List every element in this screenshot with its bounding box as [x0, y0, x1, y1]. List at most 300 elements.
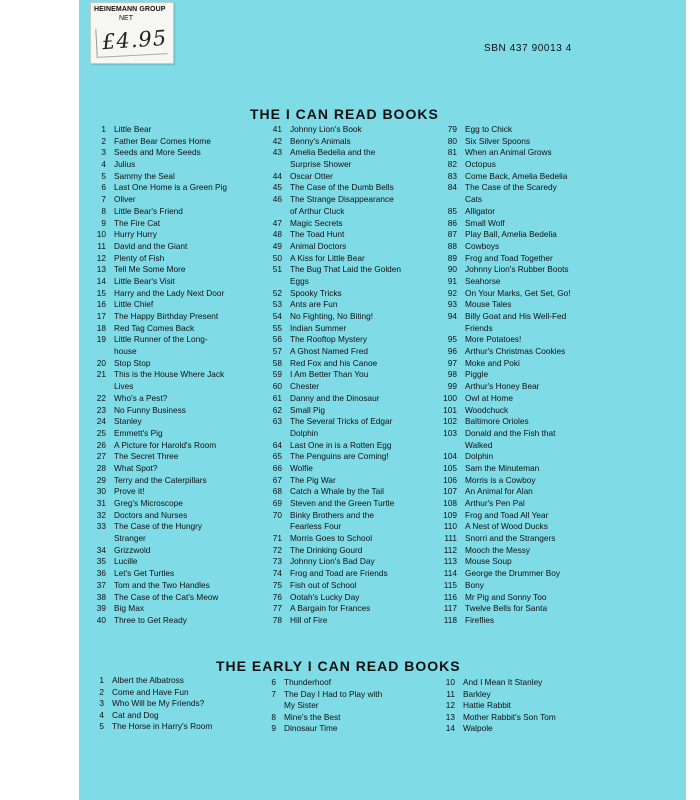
early-series-heading: THE EARLY I CAN READ BOOKS — [216, 658, 461, 674]
book-list-column-1 — [86, 124, 227, 627]
book-entry — [262, 264, 401, 276]
book-title: The Toad Hunt — [290, 229, 345, 240]
book-number: 80 — [447, 135, 457, 146]
book-number: 90 — [447, 264, 457, 275]
book-entry — [262, 568, 401, 580]
book-entry-continued — [432, 440, 571, 452]
book-number: 32 — [96, 509, 106, 520]
book-entry — [432, 136, 571, 148]
book-title: No Fighting, No Biting! — [290, 311, 374, 321]
book-entry — [86, 486, 227, 498]
book-number: 94 — [447, 311, 457, 321]
book-entry-continued — [86, 381, 227, 393]
book-number: 115 — [443, 579, 457, 590]
book-entry — [262, 545, 401, 557]
book-title: Mine's the Best — [284, 711, 341, 722]
book-title: Sam the Minuteman — [465, 462, 540, 473]
book-title: Three to Get Ready — [114, 614, 187, 625]
book-title: Ootah's Lucky Day — [290, 591, 360, 602]
book-entry — [432, 276, 571, 288]
book-number: 63 — [272, 416, 282, 427]
book-title: Johnny Lion's Rubber Boots — [465, 264, 569, 275]
book-entry — [86, 615, 227, 627]
book-entry — [432, 299, 571, 311]
book-number: 78 — [272, 614, 282, 625]
book-entry — [86, 334, 227, 346]
book-entry — [86, 136, 227, 148]
book-entry-continued — [262, 521, 401, 533]
book-entry — [86, 147, 227, 159]
indent-spacer — [262, 521, 290, 533]
book-title: Little Runner of the Long- — [114, 334, 208, 345]
book-entry — [432, 124, 571, 136]
book-number: 7 — [271, 688, 276, 699]
book-number: 11 — [446, 688, 455, 699]
book-title: When an Animal Grows — [465, 147, 552, 158]
book-entry — [262, 288, 401, 300]
book-entry — [430, 689, 556, 701]
book-title: Stranger — [114, 533, 146, 544]
book-number: 5 — [99, 721, 104, 732]
book-title: Morris Goes to School — [290, 533, 373, 544]
book-entry — [432, 358, 571, 370]
book-entry — [262, 475, 401, 487]
book-number: 40 — [96, 614, 106, 625]
book-number: 19 — [96, 334, 106, 345]
book-entry-continued — [86, 533, 227, 545]
book-number: 64 — [272, 439, 282, 450]
book-title: Hattie Rabbit — [463, 700, 511, 711]
book-entry — [262, 510, 401, 522]
book-entry — [262, 451, 401, 463]
book-entry — [86, 171, 227, 183]
book-title: Billy Goat and His Well-Fed — [465, 311, 567, 321]
book-title: The Fire Cat — [114, 217, 161, 228]
book-entry — [262, 556, 401, 568]
book-title: Stop Stop — [114, 357, 151, 368]
series-heading: THE I CAN READ BOOKS — [250, 106, 439, 122]
book-entry — [262, 136, 401, 148]
book-entry — [86, 124, 227, 136]
book-number: 39 — [96, 603, 106, 614]
book-number: 110 — [443, 521, 457, 532]
book-title: Fireflies — [465, 614, 495, 625]
book-entry — [262, 416, 401, 428]
book-number: 46 — [272, 194, 282, 205]
book-title: Woodchuck — [465, 404, 509, 415]
book-entry — [262, 334, 401, 346]
book-number: 109 — [443, 509, 457, 520]
book-entry — [86, 416, 227, 428]
book-number: 79 — [447, 124, 457, 134]
book-number: 54 — [272, 311, 282, 321]
book-list-column-2 — [262, 124, 401, 627]
book-entry-continued — [262, 276, 401, 288]
book-entry — [86, 721, 212, 733]
book-title: Mooch the Messy — [465, 544, 531, 555]
book-number: 20 — [96, 357, 106, 368]
book-title: Hurry Hurry — [114, 229, 157, 240]
early-book-list-column-2 — [258, 677, 382, 735]
book-title: Alligator — [465, 205, 495, 216]
book-title: The Case of the Cat's Meow — [114, 591, 219, 602]
book-list-column-3 — [432, 124, 571, 627]
book-number: 12 — [445, 700, 455, 711]
book-entry — [430, 712, 556, 724]
book-title: Frog and Toad are Friends — [290, 568, 388, 579]
book-title: Indian Summer — [290, 322, 347, 333]
book-entry — [430, 723, 556, 735]
book-entry — [432, 475, 571, 487]
book-title: Donald and the Fish that — [465, 427, 556, 438]
book-title: Play Ball, Amelia Bedelia — [465, 229, 557, 240]
book-number: 74 — [272, 568, 282, 579]
book-title: Who Will be My Friends? — [112, 698, 205, 709]
book-title: Harry and the Lady Next Door — [114, 287, 225, 298]
book-entry — [86, 580, 227, 592]
book-entry — [86, 159, 227, 171]
book-title: The Horse in Harry's Room — [112, 721, 213, 732]
book-number: 49 — [272, 240, 282, 251]
book-entry — [262, 218, 401, 230]
book-entry — [432, 463, 571, 475]
book-entry — [432, 241, 571, 253]
book-entry — [432, 545, 571, 557]
book-title: Piggle — [465, 369, 489, 380]
book-number: 42 — [272, 135, 282, 146]
book-title: Lives — [114, 381, 134, 392]
book-number: 36 — [96, 568, 106, 579]
book-title: Spooky Tricks — [290, 287, 342, 298]
book-number: 76 — [272, 591, 282, 602]
book-entry — [86, 698, 212, 710]
book-number: 61 — [272, 392, 282, 403]
book-title: This is the House Where Jack — [114, 369, 225, 380]
book-entry — [262, 323, 401, 335]
book-title: Walked — [465, 439, 493, 450]
book-title: Catch a Whale by the Tail — [290, 486, 384, 497]
book-entry-continued — [262, 159, 401, 171]
book-number: 56 — [272, 334, 282, 345]
book-entry — [432, 603, 571, 615]
book-entry — [86, 603, 227, 615]
book-title: Come Back, Amelia Bedelia — [465, 170, 568, 181]
book-entry — [432, 393, 571, 405]
book-number: 51 — [272, 264, 282, 275]
book-number: 13 — [96, 264, 106, 275]
book-number: 14 — [445, 723, 455, 734]
book-number: 107 — [443, 486, 457, 497]
book-entry-continued — [432, 323, 571, 335]
book-entry — [262, 194, 401, 206]
book-entry — [86, 229, 227, 241]
book-entry — [86, 675, 212, 687]
book-entry — [432, 334, 571, 346]
book-entry — [86, 241, 227, 253]
book-title: On Your Marks, Get Set, Go! — [465, 287, 571, 298]
book-number: 37 — [96, 579, 106, 590]
book-number: 3 — [99, 698, 104, 709]
book-number: 1 — [99, 675, 104, 685]
book-title: Terry and the Caterpillars — [114, 474, 207, 485]
book-entry — [432, 498, 571, 510]
book-number: 59 — [272, 369, 282, 380]
book-entry-continued — [86, 346, 227, 358]
book-number: 87 — [447, 229, 457, 240]
book-title: Surprise Shower — [290, 159, 352, 170]
book-entry — [430, 677, 556, 689]
book-title: The Happy Birthday Present — [114, 311, 219, 321]
book-entry — [86, 521, 227, 533]
indent-spacer — [262, 428, 290, 440]
book-title: Baltimore Orioles — [465, 416, 529, 427]
book-entry — [86, 393, 227, 405]
book-entry-continued — [262, 206, 401, 218]
book-entry — [86, 556, 227, 568]
book-number: 85 — [447, 205, 457, 216]
book-entry — [86, 545, 227, 557]
book-title: Dinosaur Time — [284, 723, 338, 734]
book-number: 30 — [96, 486, 106, 497]
book-title: The Penguins are Coming! — [290, 451, 389, 462]
book-number: 70 — [272, 509, 282, 520]
indent-spacer — [86, 381, 114, 393]
book-title: Little Bear's Visit — [114, 275, 175, 286]
book-title: Frog and Toad Together — [465, 252, 553, 263]
book-entry — [262, 405, 401, 417]
book-number: 67 — [272, 474, 282, 485]
book-title: My Sister — [284, 700, 319, 711]
book-number: 82 — [447, 159, 457, 170]
book-title: Cats — [465, 194, 483, 205]
book-entry — [262, 147, 401, 159]
book-title: Let's Get Turtles — [114, 568, 175, 579]
indent-spacer — [262, 159, 290, 171]
book-title: The Strange Disappearance — [290, 194, 394, 205]
book-entry — [86, 311, 227, 323]
book-entry — [432, 171, 571, 183]
book-title: Arthur's Christmas Cookies — [465, 346, 566, 357]
book-entry — [262, 358, 401, 370]
book-title: Benny's Animals — [290, 135, 351, 146]
book-entry — [86, 475, 227, 487]
book-title: The Bug That Laid the Golden — [290, 264, 402, 275]
book-title: Little Chief — [114, 299, 154, 310]
book-number: 14 — [96, 275, 106, 286]
book-title: I Am Better Than You — [290, 369, 369, 380]
book-title: Johnny Lion's Bad Day — [290, 556, 375, 567]
indent-spacer — [262, 276, 290, 288]
book-entry — [262, 182, 401, 194]
book-title: Bony — [465, 579, 484, 590]
book-number: 65 — [272, 451, 282, 462]
book-entry — [432, 416, 571, 428]
book-title: George the Drummer Boy — [465, 568, 560, 579]
book-title: The Rooftop Mystery — [290, 334, 368, 345]
book-number: 105 — [443, 462, 457, 473]
book-title: Tom and the Two Handles — [114, 579, 210, 590]
book-title: Emmett's Pig — [114, 427, 163, 438]
book-title: Danny and the Dinosaur — [290, 392, 380, 403]
book-title: Big Max — [114, 603, 144, 614]
book-title: Red Fox and his Canoe — [290, 357, 378, 368]
book-title: Dolphin — [290, 427, 319, 438]
book-title: Fish out of School — [290, 579, 357, 590]
book-entry — [86, 206, 227, 218]
book-title: Frog and Toad All Year — [465, 509, 549, 520]
book-number: 28 — [96, 462, 106, 473]
book-title: A Nest of Wood Ducks — [465, 521, 548, 532]
book-entry — [86, 323, 227, 335]
book-title: Oliver — [114, 194, 136, 205]
book-entry-continued — [258, 700, 382, 712]
book-title: Grizzwold — [114, 544, 151, 555]
book-number: 22 — [96, 392, 106, 403]
book-entry — [432, 288, 571, 300]
book-title: Fearless Four — [290, 521, 342, 532]
book-entry-continued — [262, 428, 401, 440]
book-title: The Secret Three — [114, 451, 179, 462]
book-entry — [262, 253, 401, 265]
book-number: 7 — [101, 194, 106, 205]
book-title: Friends — [465, 322, 493, 333]
book-number: 72 — [272, 544, 282, 555]
book-number: 91 — [447, 275, 457, 286]
book-number: 106 — [443, 474, 457, 485]
book-title: Animal Doctors — [290, 240, 347, 251]
book-entry — [86, 510, 227, 522]
book-number: 43 — [272, 147, 282, 158]
book-title: The Day I Had to Play with — [284, 688, 383, 699]
book-entry — [86, 440, 227, 452]
book-title: Walpole — [463, 723, 493, 734]
book-entry — [86, 592, 227, 604]
book-entry — [86, 369, 227, 381]
book-number: 41 — [272, 124, 282, 134]
book-entry — [86, 358, 227, 370]
book-title: Ants are Fun — [290, 299, 338, 310]
book-number: 4 — [101, 159, 106, 170]
book-title: Egg to Chick — [465, 124, 513, 134]
book-title: Greg's Microscope — [114, 498, 183, 508]
book-title: Who's a Pest? — [114, 392, 168, 403]
book-entry — [86, 710, 212, 722]
book-number: 9 — [271, 723, 276, 734]
book-title: Small Wolf — [465, 217, 505, 228]
book-entry — [262, 498, 401, 510]
book-entry — [86, 276, 227, 288]
book-title: Arthur's Honey Bear — [465, 381, 540, 392]
book-number: 84 — [447, 182, 457, 193]
book-entry — [262, 463, 401, 475]
book-entry — [262, 171, 401, 183]
book-title: Stanley — [114, 416, 142, 427]
net-label: NET — [119, 15, 133, 22]
book-number: 11 — [97, 240, 106, 251]
book-number: 68 — [272, 486, 282, 497]
book-title: Mother Rabbit's Son Tom — [463, 711, 556, 722]
book-entry — [86, 463, 227, 475]
book-number: 104 — [443, 451, 457, 462]
book-number: 101 — [443, 404, 457, 415]
book-number: 108 — [443, 498, 457, 508]
book-number: 97 — [447, 357, 457, 368]
book-number: 103 — [443, 427, 457, 438]
book-title: Morris is a Cowboy — [465, 474, 536, 485]
book-number: 52 — [272, 287, 282, 298]
book-number: 26 — [96, 439, 106, 450]
book-number: 2 — [99, 686, 104, 697]
indent-spacer — [432, 194, 465, 206]
book-entry — [432, 218, 571, 230]
book-title: No Funny Business — [114, 404, 186, 415]
book-title: Lucille — [114, 556, 138, 567]
book-entry — [258, 712, 382, 724]
book-entry — [432, 556, 571, 568]
book-number: 62 — [272, 404, 282, 415]
book-title: Binky Brothers and the — [290, 509, 374, 520]
book-number: 6 — [271, 677, 276, 687]
book-title: Barkley — [463, 688, 491, 699]
book-entry — [432, 568, 571, 580]
indent-spacer — [258, 700, 284, 712]
book-entry-continued — [432, 194, 571, 206]
book-number: 3 — [101, 147, 106, 158]
book-number: 1 — [101, 124, 106, 134]
book-number: 8 — [101, 205, 106, 216]
book-entry — [86, 194, 227, 206]
book-title: A Ghost Named Fred — [290, 346, 368, 357]
book-number: 53 — [272, 299, 282, 310]
book-title: The Several Tricks of Edgar — [290, 416, 393, 427]
book-entry — [258, 723, 382, 735]
book-number: 114 — [443, 568, 457, 579]
book-entry — [262, 299, 401, 311]
book-title: Sammy the Seal — [114, 170, 175, 181]
book-number: 117 — [443, 603, 457, 614]
early-book-list-column-1 — [86, 675, 212, 733]
book-number: 99 — [447, 381, 457, 392]
book-title: Octopus — [465, 159, 496, 170]
book-number: 33 — [96, 521, 106, 532]
book-title: Hill of Fire — [290, 614, 328, 625]
book-entry — [262, 592, 401, 604]
book-title: Albert the Albatross — [112, 675, 184, 685]
book-title: Small Pig — [290, 404, 326, 415]
book-entry — [262, 393, 401, 405]
book-entry — [86, 568, 227, 580]
book-number: 111 — [444, 533, 457, 544]
indent-spacer — [86, 346, 114, 358]
early-book-list-column-3 — [430, 677, 556, 735]
book-number: 10 — [96, 229, 106, 240]
book-number: 21 — [96, 369, 106, 380]
book-number: 48 — [272, 229, 282, 240]
book-title: Mr Pig and Sonny Too — [465, 591, 547, 602]
book-number: 89 — [447, 252, 457, 263]
book-number: 73 — [272, 556, 282, 567]
book-entry — [86, 405, 227, 417]
book-title: Come and Have Fun — [112, 686, 189, 697]
book-title: Snorri and the Strangers — [465, 533, 556, 544]
book-entry — [86, 687, 212, 699]
book-entry — [432, 451, 571, 463]
book-number: 112 — [443, 544, 457, 555]
book-number: 95 — [447, 334, 457, 345]
book-title: What Spot? — [114, 462, 158, 473]
book-title: A Kiss for Little Bear — [290, 252, 365, 263]
book-entry — [262, 440, 401, 452]
